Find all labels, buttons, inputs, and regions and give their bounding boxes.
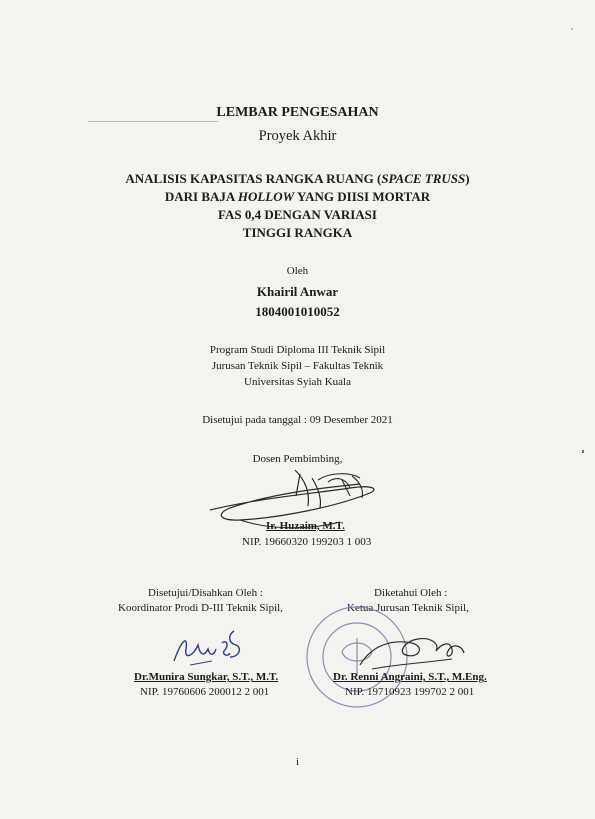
supervisor-signature (200, 458, 400, 528)
supervisor-label: Dosen Pembimbing, (252, 453, 343, 465)
right-signer-label-2: Ketua Jurusan Teknik Sipil, (347, 602, 469, 614)
program-name: Program Studi Diploma III Teknik Sipil (209, 344, 386, 356)
page-number: i (295, 756, 300, 768)
supervisor-name: Ir. Huzaim, M.T. (266, 520, 345, 532)
university-name: Universitas Syiah Kuala (244, 376, 351, 388)
left-signer-name: Dr.Munira Sungkar, S.T., M.T. (134, 671, 279, 683)
left-signer-label-1: Disetujui/Disahkan Oleh : (148, 587, 263, 599)
page-subtitle: Proyek Akhir (258, 128, 337, 144)
scan-dot (571, 28, 573, 30)
author-name: Khairil Anwar (256, 284, 339, 299)
thesis-title-line: FAS 0,4 DENGAN VARIASI (218, 207, 377, 222)
left-signer-nip: NIP. 19760606 200012 2 001 (140, 686, 270, 698)
thesis-title-line: DARI BAJA HOLLOW YANG DIISI MORTAR (164, 189, 431, 204)
approval-date: Disetujui pada tanggal : 09 Desember 2021 (202, 414, 393, 426)
thesis-title-line: ANALISIS KAPASITAS RANGKA RUANG (SPACE TRUSS) (125, 171, 470, 186)
page-title: LEMBAR PENGESAHAN (216, 105, 379, 120)
supervisor-nip: NIP. 19660320 199203 1 003 (242, 536, 372, 548)
right-signer-nip: NIP. 19710923 199702 2 001 (345, 686, 475, 698)
left-signer-label-2: Koordinator Prodi D-III Teknik Sipil, (118, 602, 283, 614)
right-signer-label-1: Diketahui Oleh : (374, 587, 448, 599)
right-signer-name: Dr. Renni Angraini, S.T., M.Eng. (333, 671, 487, 683)
department-name: Jurusan Teknik Sipil – Fakultas Teknik (211, 360, 384, 372)
by-label: Oleh (286, 265, 309, 277)
scan-line (88, 121, 218, 122)
left-signature (168, 625, 248, 670)
student-id: 1804001010052 (255, 304, 340, 319)
thesis-title-line: TINGGI RANGKA (242, 225, 353, 240)
